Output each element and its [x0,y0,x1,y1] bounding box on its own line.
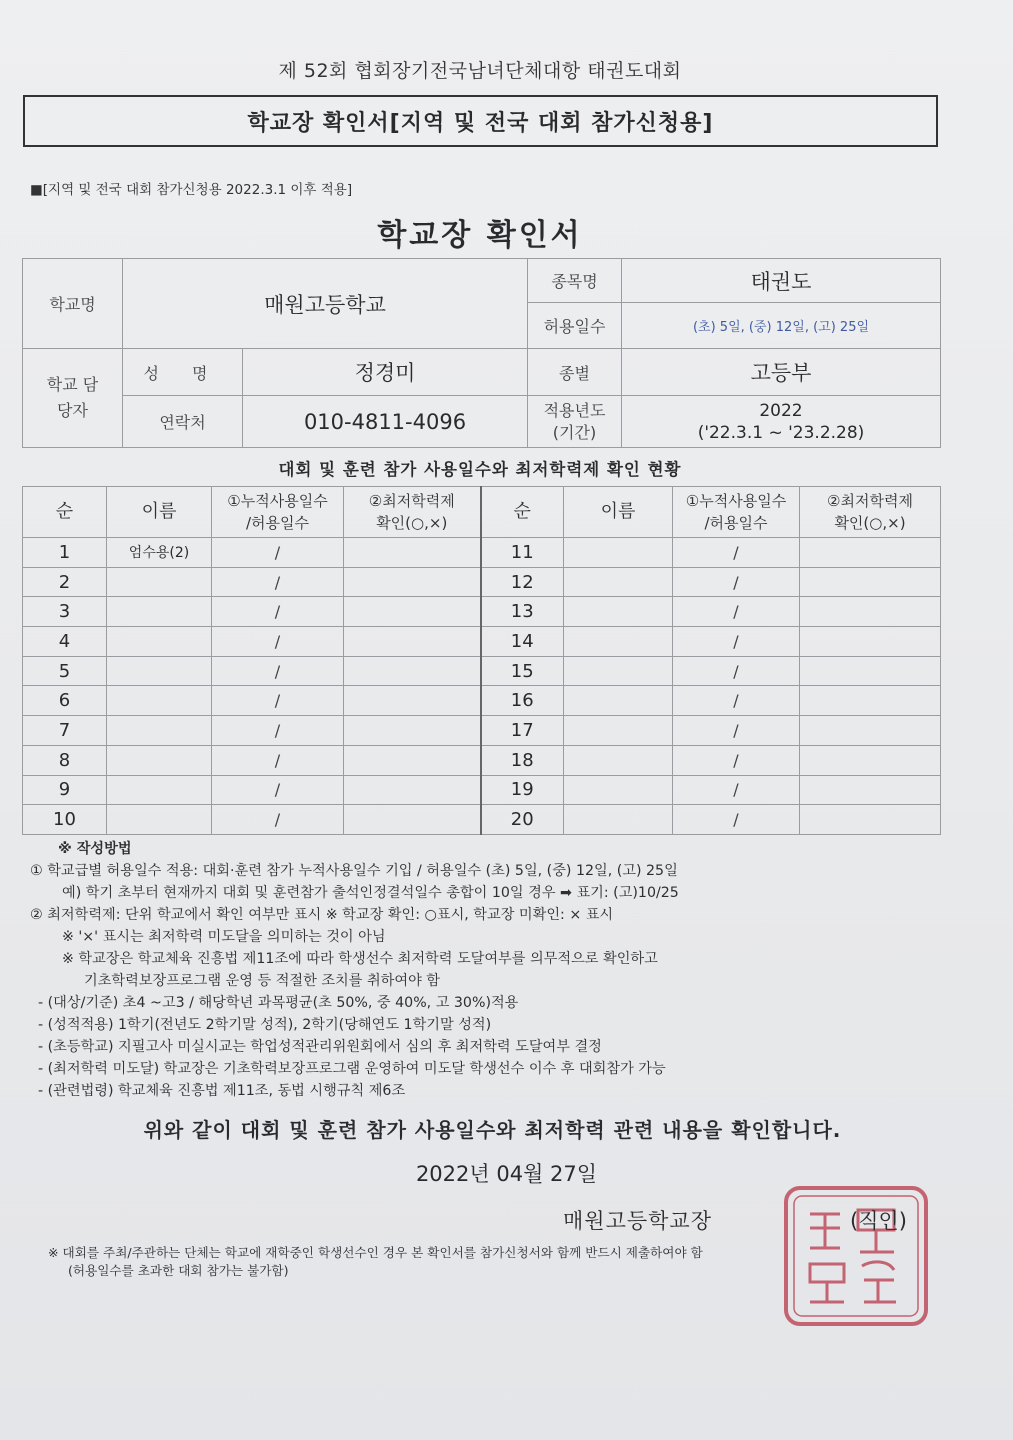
instruction-line: ① 학교급별 허용일수 적용: 대회·훈련 참가 누적사용일수 기입 / 허용일수 (초) 5일, (중) 12일, (고) 25일 [30,863,678,879]
roster-cell-left-name [107,716,212,746]
form-title: 학교장 확인서 [377,218,583,253]
year-label: 적용년도 (기간) [528,396,622,448]
roster-cell-left-name [107,656,212,686]
roster-row [23,686,941,716]
roster-cell-left-min-check [344,656,481,686]
roster-cell-left-name [107,775,212,805]
roster-cell-left-days: / [212,597,344,627]
roster-cell-left-days: / [212,775,344,805]
roster-cell-right-name [564,745,673,775]
roster-cell-right-name [564,716,673,746]
roster-cell-right-no: 15 [481,656,564,686]
roster-cell-right-no: 20 [481,805,564,835]
roster-cell-left-no: 7 [23,716,107,746]
roster-cell-left-days: / [212,627,344,657]
instruction-line: - (관련법령) 학교체육 진흥법 제11조, 동법 시행규칙 제6조 [38,1083,406,1099]
application-note: ■[지역 및 전국 대회 참가신청용 2022.3.1 이후 적용] [30,182,353,198]
instruction-line: - (성적적용) 1학기(전년도 2학기말 성적), 2학기(당해연도 1학기말 성적) [38,1017,492,1033]
roster-row [23,805,941,835]
roster-cell-right-days: / [673,597,800,627]
roster-cell-left-min-check [344,567,481,597]
instruction-line: ※ 학교장은 학교체육 진흥법 제11조에 따라 학생선수 최저학력 도달여부를 의무적으로 확인하고 [62,951,658,967]
roster-cell-left-no: 6 [23,686,107,716]
roster-cell-right-no: 11 [481,538,564,568]
allow-days-label: 허용일수 [528,303,622,349]
document-title-box [23,95,938,147]
year-cell [622,396,941,448]
roster-row [23,567,941,597]
header-no-left: 순 [23,487,107,538]
instruction-line: 예) 학기 초부터 현재까지 대회 및 훈련참가 출석인정결석일수 총합이 10일 경우 ➡ 표기: (고)10/25 [62,885,679,901]
roster-cell-right-min-check [800,686,941,716]
roster-cell-left-days: / [212,716,344,746]
roster-row [23,775,941,805]
roster-cell-right-min-check [800,567,941,597]
footnote [48,1244,703,1280]
roster-cell-right-name [564,538,673,568]
roster-cell-left-min-check [344,686,481,716]
roster-cell-left-days: / [212,656,344,686]
roster-cell-left-no: 5 [23,656,107,686]
contact-label: 연락처 [123,396,243,448]
roster-cell-right-no: 19 [481,775,564,805]
roster-cell-left-no: 4 [23,627,107,657]
manager-label: 학교 담당자 [23,349,123,448]
roster-cell-right-min-check [800,716,941,746]
roster-row [23,627,941,657]
roster-cell-right-name [564,627,673,657]
footnote-line-1: ※ 대회를 주최/주관하는 단체는 학교에 재학중인 학생선수인 경우 본 확인서를 참가신청서와 함께 반드시 제출하여야 함 [48,1245,703,1260]
roster-row [23,656,941,686]
instruction-line: ※ '×' 표시는 최저학력 미도달을 의미하는 것이 아님 [62,929,386,945]
roster-cell-left-min-check [344,538,481,568]
principal-signature: 매원고등학교장 [563,1209,713,1233]
roster-cell-left-no: 2 [23,567,107,597]
period-value: ('22.3.1 ~ '23.2.28) [697,422,865,443]
roster-cell-left-name [107,686,212,716]
event-title: 제 52회 협회장기전국남녀단체대항 태권도대회 [278,60,682,82]
manager-name-label: 성 명 [123,349,243,396]
roster-cell-right-name [564,567,673,597]
manager-name-value: 정경미 [243,349,528,396]
roster-cell-right-days: / [673,627,800,657]
roster-cell-right-min-check [800,538,941,568]
roster-cell-right-days: / [673,775,800,805]
document-date: 2022년 04월 27일 [415,1162,598,1186]
header-min-left: ②최저학력제 확인(○,×) [344,487,481,538]
instructions-heading: ※ 작성방법 [58,841,132,857]
allow-days-value: (초) 5일, (중) 12일, (고) 25일 [622,303,941,349]
instruction-line: ② 최저학력제: 단위 학교에서 확인 여부만 표시 ※ 학교장 확인: ○표시, 학교장 미확인: × 표시 [30,907,614,923]
footnote-line-2: (허용일수를 초과한 대회 참가는 불가함) [68,1263,289,1278]
roster-cell-right-min-check [800,656,941,686]
roster-cell-left-name [107,805,212,835]
roster-section-title: 대회 및 훈련 참가 사용일수와 최저학력제 확인 현황 [278,460,682,479]
roster-cell-right-days: / [673,686,800,716]
roster-cell-right-no: 16 [481,686,564,716]
instruction-line: - (초등학교) 지필고사 미실시교는 학업성적관리위원회에서 심의 후 최저학력 도달여부 결정 [38,1039,602,1055]
roster-cell-left-days: / [212,805,344,835]
roster-row [23,716,941,746]
roster-cell-left-days: / [212,538,344,568]
roster-cell-right-min-check [800,805,941,835]
roster-cell-right-days: / [673,805,800,835]
division-value: 고등부 [622,349,941,396]
roster-cell-left-days: / [212,686,344,716]
instructions [30,838,960,1102]
sport-value: 태권도 [622,259,941,303]
roster-cell-right-name [564,597,673,627]
school-info-table [22,258,941,448]
roster-cell-left-min-check [344,805,481,835]
roster-cell-left-name [107,745,212,775]
official-seal-stamp [780,1180,932,1330]
roster-cell-right-days: / [673,656,800,686]
roster-cell-left-name: 엄수용(2) [107,538,212,568]
roster-cell-left-no: 9 [23,775,107,805]
school-name-value: 매원고등학교 [123,259,528,349]
roster-cell-left-min-check [344,745,481,775]
roster-cell-right-no: 14 [481,627,564,657]
roster-cell-right-no: 18 [481,745,564,775]
roster-cell-left-days: / [212,745,344,775]
roster-cell-left-no: 3 [23,597,107,627]
header-days-right: ①누적사용일수 /허용일수 [673,487,800,538]
document-title: 학교장 확인서[지역 및 전국 대회 참가신청용] [247,110,714,136]
instruction-line: 기초학력보장프로그램 운영 등 적절한 조치를 취하여야 함 [84,973,440,989]
roster-cell-right-no: 12 [481,567,564,597]
roster-cell-left-days: / [212,567,344,597]
roster-cell-right-no: 13 [481,597,564,627]
roster-cell-left-name [107,567,212,597]
roster-cell-right-name [564,656,673,686]
roster-cell-right-min-check [800,745,941,775]
roster-cell-left-name [107,627,212,657]
roster-cell-right-days: / [673,745,800,775]
roster-row [23,745,941,775]
roster-cell-left-no: 10 [23,805,107,835]
roster-cell-right-min-check [800,775,941,805]
roster-cell-right-no: 17 [481,716,564,746]
roster-cell-right-name [564,686,673,716]
roster-cell-left-min-check [344,775,481,805]
roster-row [23,538,941,568]
roster-cell-left-no: 8 [23,745,107,775]
roster-cell-right-days: / [673,567,800,597]
sport-label: 종목명 [528,259,622,303]
year-value: 2022 [759,400,803,421]
contact-value: 010-4811-4096 [243,396,528,448]
roster-table [22,486,941,835]
header-no-right: 순 [481,487,564,538]
header-name-left: 이름 [107,487,212,538]
division-label: 종별 [528,349,622,396]
roster-cell-right-min-check [800,627,941,657]
roster-cell-right-days: / [673,538,800,568]
seal-label: (직인) [850,1209,907,1233]
roster-cell-left-name [107,597,212,627]
header-min-right: ②최저학력제 확인(○,×) [800,487,941,538]
roster-cell-left-min-check [344,597,481,627]
header-days-left: ①누적사용일수 /허용일수 [212,487,344,538]
roster-row [23,597,941,627]
instruction-line: - (최저학력 미도달) 학교장은 기초학력보장프로그램 운영하여 미도달 학생선수 이수 후 대회참가 가능 [38,1061,666,1077]
roster-cell-right-min-check [800,597,941,627]
confirmation-statement: 위와 같이 대회 및 훈련 참가 사용일수와 최저학력 관련 내용을 확인합니다. [143,1118,842,1142]
roster-cell-right-name [564,805,673,835]
roster-cell-right-name [564,775,673,805]
roster-cell-left-min-check [344,627,481,657]
roster-cell-left-min-check [344,716,481,746]
header-name-right: 이름 [564,487,673,538]
school-name-label: 학교명 [23,259,123,349]
roster-cell-right-days: / [673,716,800,746]
instruction-line: - (대상/기준) 초4 ~고3 / 해당학년 과목평균(초 50%, 중 40%, 고 30%)적용 [38,995,519,1011]
roster-cell-left-no: 1 [23,538,107,568]
